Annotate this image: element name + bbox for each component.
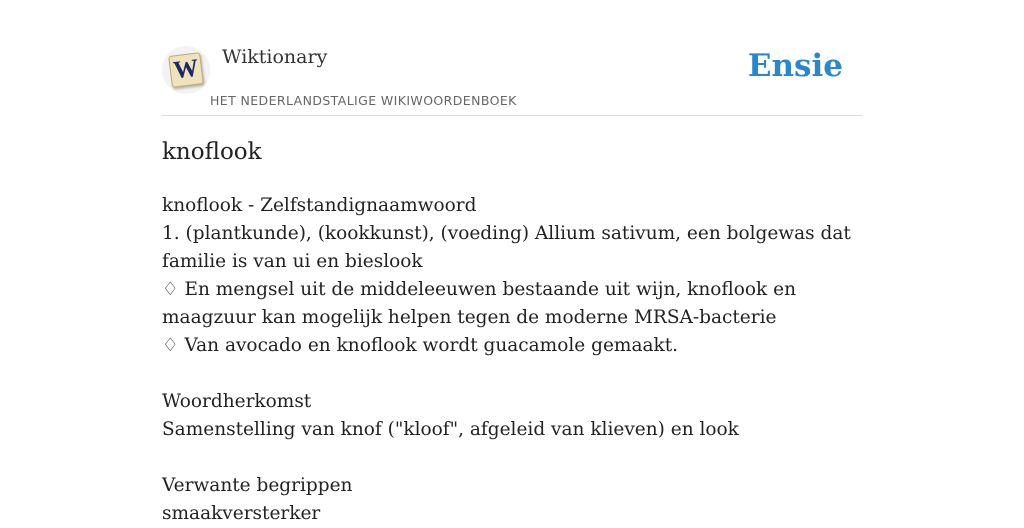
page-title: knoflook (162, 139, 262, 165)
section-spacer (162, 360, 862, 388)
site-name[interactable]: Wiktionary (222, 46, 328, 68)
content-container (162, 0, 862, 524)
entry-heading: knoflook - Zelfstandignaamwoord (162, 195, 477, 216)
related-terms-heading: Verwante begrippen (162, 475, 353, 496)
ensie-brand-link[interactable]: Ensie (747, 48, 843, 84)
etymology-text: Samenstelling van knof ("kloof", afgeleid van klieven) en look (162, 419, 739, 440)
site-header (162, 0, 862, 116)
section-spacer (162, 444, 862, 472)
wiktionary-logo[interactable] (162, 46, 210, 94)
site-tagline: HET NEDERLANDSTALIGE WIKIWOORDENBOEK (210, 93, 517, 108)
wiktionary-logo-icon: W (168, 52, 204, 88)
article-body (162, 192, 862, 528)
definition: 1. (plantkunde), (kookkunst), (voeding) Allium sativum, een bolgewas dat familie is van ui en bieslook (162, 223, 851, 272)
example-sentence: ♢ En mengsel uit de middeleeuwen bestaande uit wijn, knoflook en maagzuur kan mogelijk helpen tegen de moderne MRSA-bacterie (162, 279, 796, 328)
example-sentence: ♢ Van avocado en knoflook wordt guacamole gemaakt. (162, 335, 679, 356)
etymology-heading: Woordherkomst (162, 391, 312, 412)
related-term: smaakversterker (162, 503, 321, 524)
